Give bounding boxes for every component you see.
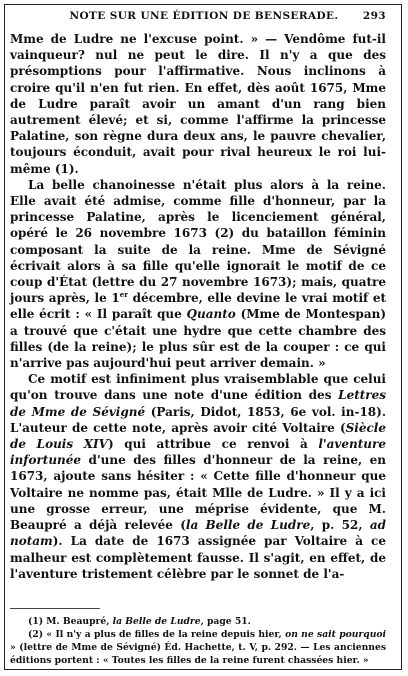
italic-text: la Belle de Ludre <box>112 615 201 627</box>
paragraph <box>10 371 386 582</box>
text-run: décembre, elle devine le vrai motif et elle écrit : « Il paraît que <box>10 291 387 322</box>
text-run: La belle chanoinesse n'était plus alors à la reine. Elle avait été admise, comme fille d'honneur, par la princesse Palatine, après le licenciement général, opéré le 26 novembre 1673 (2) du bataillon féminin composant la suite de la reine. Mme de Sévigné écrivait alors à sa fille qu'elle ignorait le motif de ce coup d'État (lettre du 27 novembre 1673); mais, quatre jours après, le 1 <box>10 177 386 306</box>
paragraph <box>10 31 386 177</box>
page-header <box>10 8 398 25</box>
text-run: » (lettre de Mme de Sévigné) Éd. Hachette, t. V, p. 292. — Les anciennes éditions portent : « Toutes les filles de la reine furent chassées hier. » <box>10 641 386 666</box>
text-run: , p. 52, <box>310 518 370 533</box>
text-run: ). La date de 1673 assignée par Voltaire à ce malheur est complètement fausse. Il s'agit, en effet, de l'aventure tristement célèbre par le sonnet de l'a- <box>10 534 386 581</box>
book-page <box>10 8 398 672</box>
italic-text: la Belle de Ludre <box>185 518 311 533</box>
italic-text: Siècle de Louis XIV <box>10 420 386 452</box>
paragraph <box>10 177 386 371</box>
text-run: (1) M. Beaupré, <box>28 615 113 627</box>
footnote <box>10 615 386 628</box>
italic-text: Quanto <box>186 307 236 322</box>
superscript: er <box>119 290 128 300</box>
text-run: , page 51. <box>200 615 251 627</box>
footnotes <box>10 615 398 667</box>
italic-text: ad notam <box>10 518 386 549</box>
italic-text: l'aventure infortunée <box>10 437 386 468</box>
footnote <box>10 628 386 667</box>
page-number: 293 <box>362 10 386 22</box>
text-run: (Paris, Didot, 1853, 6e vol. in-18). L'auteur de cette note, après avoir cité Voltaire ( <box>10 404 386 435</box>
text-run: d'une des filles d'honneur de la reine, en 1673, ajoute sans hésiter : « Cette fille d'honneur que Voltaire ne nomme pas, était Mlle de Ludre. » Il y a ici une grosse erreur, une méprise évidente, que M. Beaupré a déjà relevée ( <box>10 453 386 533</box>
text-run: Ce motif est infiniment plus vraisemblable que celui qu'on trouve dans une note d'une édition des <box>10 372 386 403</box>
text-run: ) qui attribue ce renvoi à <box>107 437 319 452</box>
footnote-rule <box>10 608 100 609</box>
italic-text: on ne sait pourquoi <box>285 628 386 640</box>
italic-text: Lettres de Mme de Sévigné <box>10 388 386 419</box>
text-run: Mme de Ludre ne l'excuse point. » — Vendôme fut-il vainqueur? nul ne peut le dire. Il n'y a que des présomptions pour l'affirmative. Nous inclinons à croire qu'il n'en fut rien. En effet, dès août 1675, Mme de Ludre paraît avoir un amant d'un rang bien autrement élevé; et si, comme l'affirme la princesse Palatine, son règne dura deux ans, le pauvre chevalier, toujours éconduit, avait pour rival heureux le roi lui-même (1). <box>10 32 386 176</box>
running-head: NOTE SUR UNE ÉDITION DE BENSERADE. <box>69 10 339 22</box>
text-run: (2) « Il n'y a plus de filles de la reine depuis hier, <box>28 628 286 640</box>
text-run: (Mme de Montespan) a trouvé que c'était une hydre que cette chambre des filles (de la reine); le plus sûr est de la couper : ce qui n'arrive pas aujourd'hui peut arriver demain. » <box>10 307 386 371</box>
main-text <box>10 31 398 582</box>
